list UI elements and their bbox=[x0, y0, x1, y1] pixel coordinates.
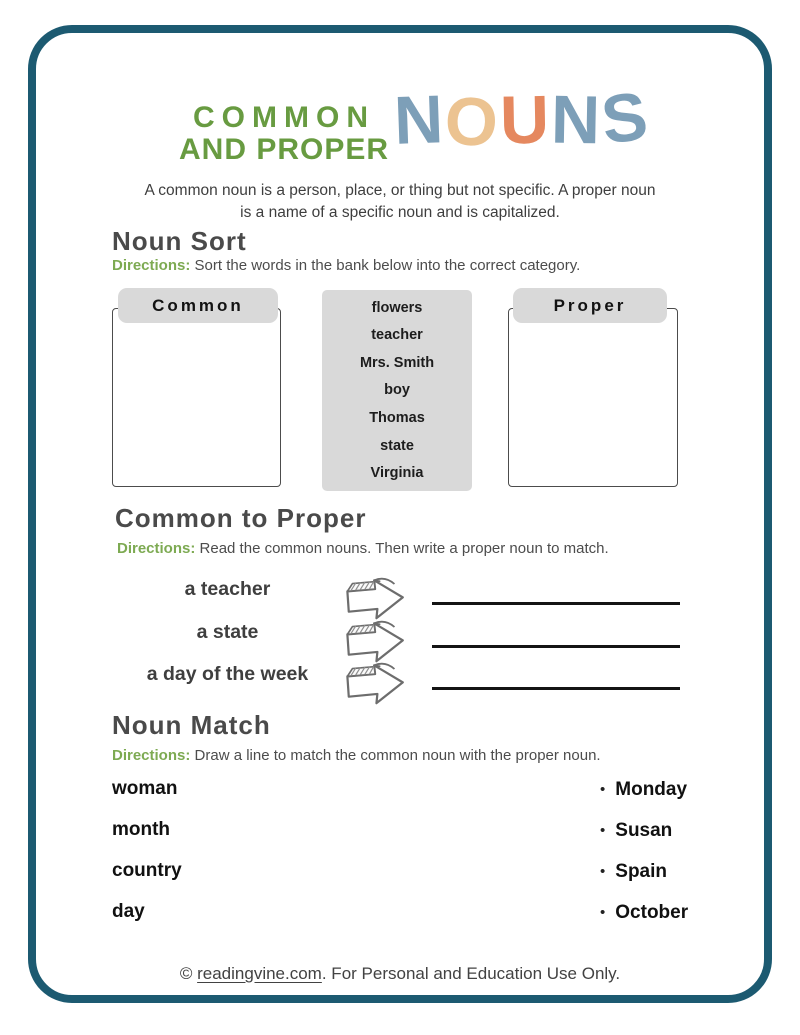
match-row bbox=[112, 819, 700, 843]
match-bullet-icon: • bbox=[600, 822, 606, 839]
common-sort-box bbox=[112, 308, 281, 487]
directions-label: Directions: bbox=[112, 257, 191, 274]
definition-line-1: A common noun is a person, place, or thing but not specific. A proper noun bbox=[144, 182, 656, 199]
directions-text: Read the common nouns. Then write a proper noun to match. bbox=[195, 540, 609, 557]
word-bank-item: Mrs. Smith bbox=[359, 354, 435, 371]
word-bank-item: boy bbox=[384, 382, 410, 399]
footer-suffix: . For Personal and Education Use Only. bbox=[321, 964, 621, 983]
definition-line-2: is a name of a specific noun and is capitalized. bbox=[240, 204, 560, 222]
word-bank-item: flowers bbox=[371, 299, 423, 316]
common-noun-prompt: a day of the week bbox=[146, 663, 309, 685]
match-proper-group bbox=[600, 819, 672, 843]
copyright-prefix: © bbox=[179, 964, 198, 983]
match-common-noun: month bbox=[112, 819, 171, 840]
noun-match-directions bbox=[112, 747, 601, 764]
title-line-2: AND PROPER bbox=[178, 132, 390, 166]
noun-match-heading: Noun Match bbox=[112, 710, 271, 740]
proper-sort-box bbox=[508, 308, 678, 487]
word-bank bbox=[322, 290, 472, 491]
definition-text bbox=[0, 180, 800, 225]
match-proper-group bbox=[600, 901, 688, 925]
match-proper-noun: October bbox=[615, 902, 689, 923]
nouns-letter-u: U bbox=[499, 81, 552, 159]
match-bullet-icon: • bbox=[600, 904, 606, 921]
common-noun-prompt: a teacher bbox=[184, 578, 271, 600]
title-line-1: COMMON bbox=[193, 101, 375, 134]
match-proper-noun: Monday bbox=[615, 779, 688, 800]
match-proper-noun: Spain bbox=[615, 861, 667, 882]
arrow-icon bbox=[340, 657, 412, 705]
answer-line bbox=[432, 572, 680, 605]
match-common-noun: woman bbox=[112, 778, 178, 799]
word-bank-item: Virginia bbox=[370, 465, 424, 482]
arrow-icon bbox=[340, 615, 412, 663]
directions-label: Directions: bbox=[117, 540, 196, 557]
word-bank-item: Thomas bbox=[369, 410, 425, 427]
nouns-letter-s: S bbox=[597, 77, 654, 159]
nouns-letter-n1: N bbox=[392, 81, 447, 159]
match-row bbox=[112, 860, 700, 884]
answer-line bbox=[432, 615, 680, 648]
noun-sort-heading: Noun Sort bbox=[112, 226, 247, 256]
answer-line bbox=[432, 657, 680, 690]
directions-text: Draw a line to match the common noun with the proper noun. bbox=[190, 747, 601, 764]
match-bullet-icon: • bbox=[600, 781, 606, 798]
title-nouns-word bbox=[392, 77, 654, 161]
word-bank-item: teacher bbox=[371, 327, 423, 344]
proper-category-label: Proper bbox=[513, 288, 667, 323]
match-proper-group bbox=[600, 778, 687, 802]
arrow-icon bbox=[340, 572, 412, 620]
directions-label: Directions: bbox=[112, 747, 191, 764]
nouns-letter-o: O bbox=[443, 83, 502, 161]
common-category-label: Common bbox=[118, 288, 278, 323]
match-bullet-icon: • bbox=[600, 863, 606, 880]
common-to-proper-directions bbox=[117, 540, 609, 557]
match-row bbox=[112, 901, 700, 925]
common-to-proper-heading: Common to Proper bbox=[115, 503, 367, 533]
match-proper-noun: Susan bbox=[615, 820, 673, 841]
title-common-and-proper bbox=[168, 102, 400, 166]
common-to-proper-row bbox=[110, 657, 690, 707]
footer bbox=[0, 964, 800, 984]
common-noun-prompt: a state bbox=[196, 621, 259, 643]
match-common-noun: day bbox=[112, 901, 145, 922]
match-common-noun: country bbox=[112, 860, 182, 881]
noun-sort-directions bbox=[112, 257, 580, 274]
word-bank-item: state bbox=[380, 437, 414, 454]
directions-text: Sort the words in the bank below into the correct category. bbox=[190, 257, 581, 274]
readingvine-link[interactable]: readingvine.com bbox=[197, 964, 322, 983]
nouns-letter-n2: N bbox=[550, 81, 603, 159]
match-proper-group bbox=[600, 860, 667, 884]
match-row bbox=[112, 778, 700, 802]
